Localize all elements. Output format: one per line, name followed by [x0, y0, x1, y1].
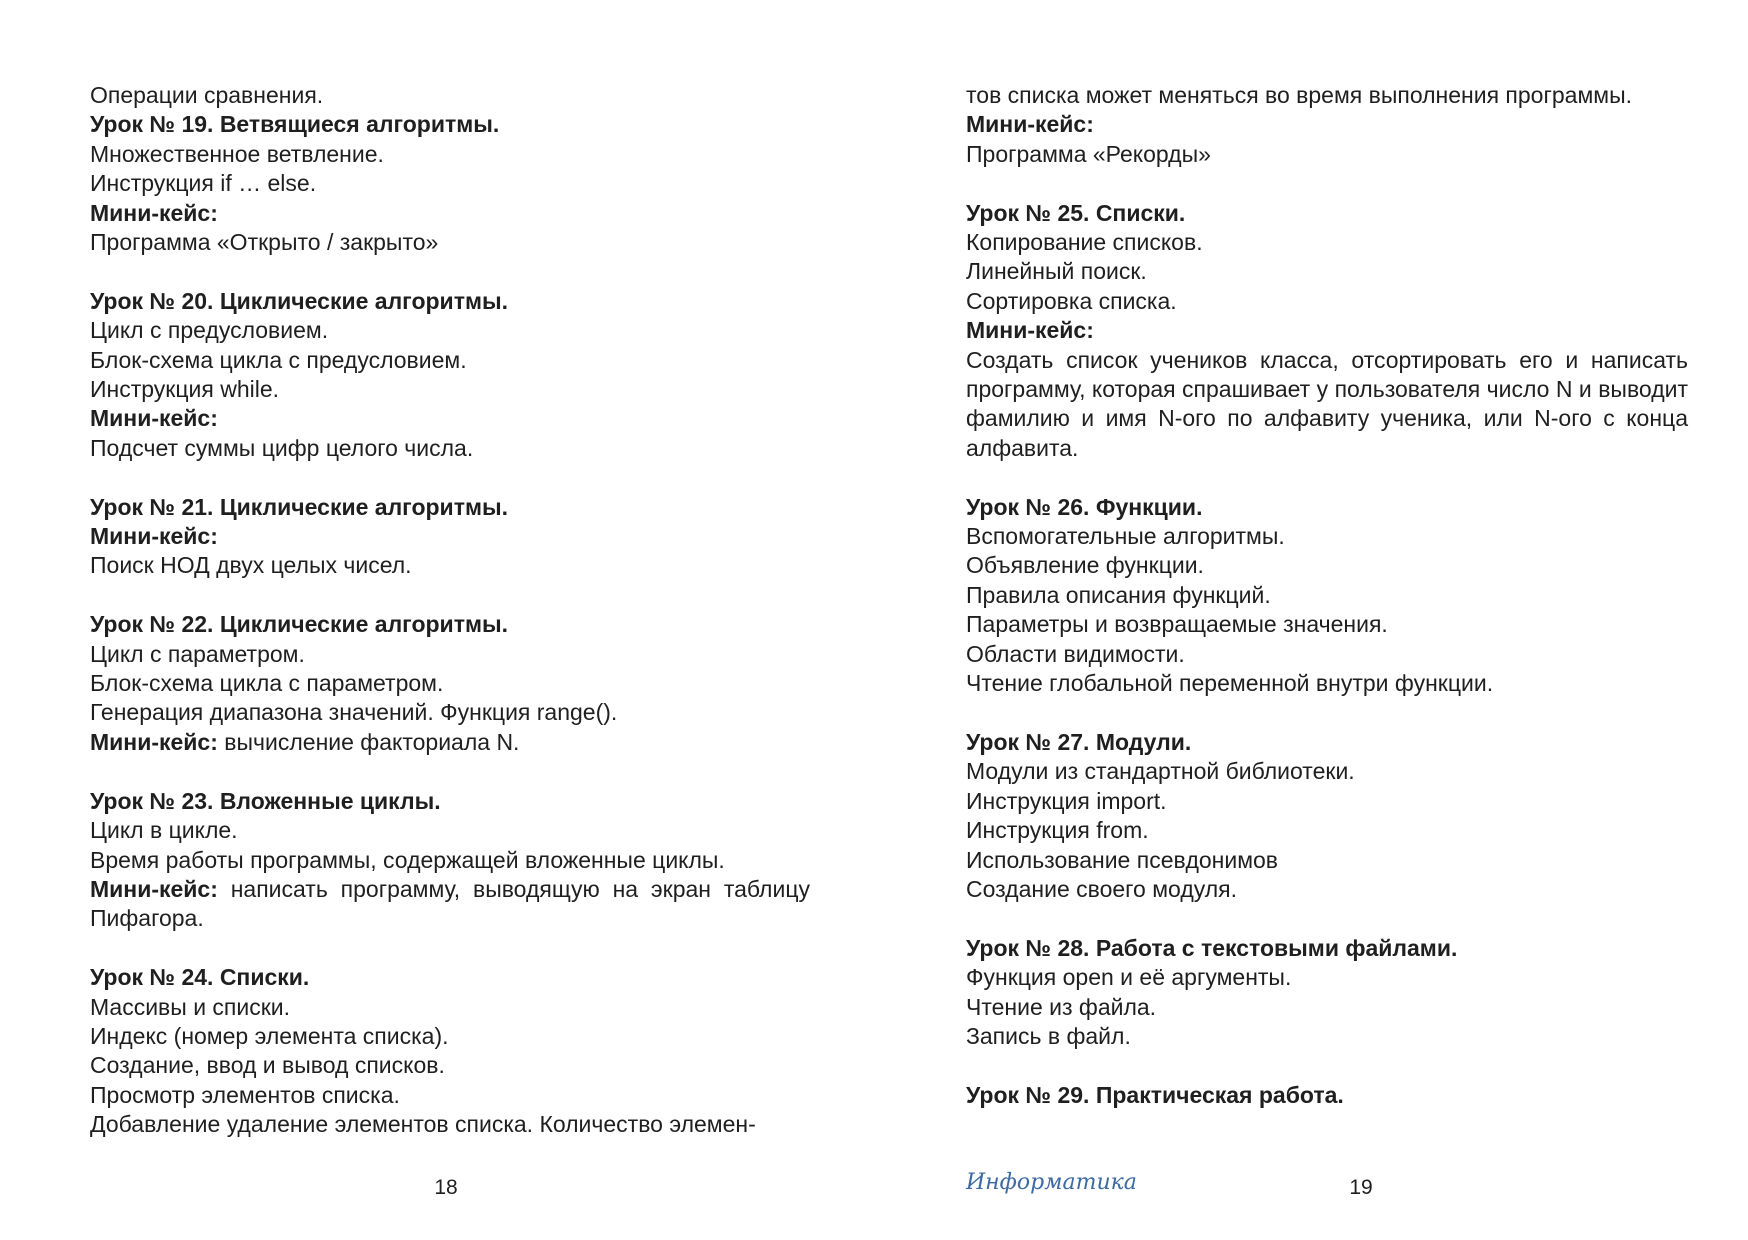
text-line: Создание, ввод и вывод списков.	[90, 1052, 445, 1079]
lesson-27-heading: Урок № 27. Модули.	[966, 728, 1192, 755]
mini-case-text: вычисление факториала N.	[217, 728, 520, 755]
lesson-29-heading: Урок № 29. Практическая работа.	[966, 1081, 1344, 1108]
text-line: Инструкция while.	[90, 376, 280, 403]
text-line: Программа «Рекорды»	[966, 140, 1211, 167]
page-number: 18	[434, 1176, 458, 1199]
spacer	[966, 904, 1688, 933]
text-line: Параметры и возвращаемые значения.	[966, 611, 1388, 638]
text-line: Создание своего модуля.	[966, 875, 1238, 902]
text-line: Инструкция import.	[966, 787, 1167, 814]
lesson-20-heading: Урок № 20. Циклические алгоритмы.	[90, 287, 508, 314]
mini-case-label: Мини-кейс:	[90, 728, 218, 755]
text-line: Копирование списков.	[966, 229, 1203, 256]
lesson-28-heading: Урок № 28. Работа с текстовыми файлами.	[966, 934, 1458, 961]
text-line: Инструкция if … else.	[90, 170, 317, 197]
lesson-19-heading: Урок № 19. Ветвящиеся алгоритмы.	[90, 111, 500, 138]
text-line: Генерация диапазона значений. Функция range().	[90, 699, 618, 726]
page-number: 19	[1349, 1176, 1373, 1199]
text-line: Операции сравнения.	[90, 82, 324, 108]
text-line: Объявление функции.	[966, 552, 1204, 579]
spacer	[966, 463, 1688, 492]
text-line: Блок-схема цикла с параметром.	[90, 670, 444, 697]
spacer	[966, 169, 1688, 198]
spacer	[966, 699, 1688, 728]
spacer	[966, 1051, 1688, 1080]
mini-case-label: Мини-кейс:	[90, 405, 218, 432]
mini-case-label: Мини-кейс:	[966, 317, 1094, 344]
text-line: Чтение из файла.	[966, 993, 1157, 1020]
text-line: Время работы программы, содержащей вложенные циклы.	[90, 846, 725, 873]
lesson-22-heading: Урок № 22. Циклические алгоритмы.	[90, 611, 508, 638]
text-line: Функция open и её аргументы.	[966, 964, 1292, 991]
text-line: Массивы и списки.	[90, 993, 291, 1020]
text-line: Линейный поиск.	[966, 258, 1147, 285]
right-page	[874, 0, 1748, 1240]
text-line: Цикл с параметром.	[90, 640, 305, 667]
mini-case-line	[90, 875, 810, 934]
text-line: Инструкция from.	[966, 817, 1149, 844]
text-line: Блок-схема цикла с предусловием.	[90, 346, 467, 373]
right-page-text	[966, 81, 1688, 1110]
spacer	[90, 463, 810, 492]
mini-case-label: Мини-кейс:	[966, 111, 1094, 138]
text-line: Чтение глобальной переменной внутри функции.	[966, 670, 1494, 697]
mini-case-line	[90, 728, 810, 757]
lesson-24-heading: Урок № 24. Списки.	[90, 964, 310, 991]
text-line: Множественное ветвление.	[90, 140, 384, 167]
text-line: Запись в файл.	[966, 1022, 1131, 1049]
spacer	[90, 934, 810, 963]
text-line: Использование псевдонимов	[966, 846, 1279, 873]
text-line: Программа «Открыто / закрыто»	[90, 229, 439, 256]
text-line: тов списка может меняться во время выполнения программы.	[966, 82, 1632, 108]
text-line: Правила описания функций.	[966, 581, 1271, 608]
mini-case-text: написать программу, выводящую на экран таблицу Пифагора.	[90, 875, 810, 932]
text-line: Просмотр элементов списка.	[90, 1081, 400, 1108]
lesson-23-heading: Урок № 23. Вложенные циклы.	[90, 787, 441, 814]
mini-case-label: Мини-кейс:	[90, 875, 218, 902]
lesson-25-heading: Урок № 25. Списки.	[966, 199, 1186, 226]
text-paragraph: Создать список учеников класса, отсортировать его и написать программу, которая спрашивает у пользователя число N и выводит фамилию и имя N-ого по алфавиту ученика, или N-ого с конца алфавита.	[966, 346, 1688, 461]
subject-title: Информатика	[966, 1170, 1137, 1195]
spacer	[90, 257, 810, 286]
text-line: Вспомогательные алгоритмы.	[966, 523, 1285, 550]
mini-case-label: Мини-кейс:	[90, 199, 218, 226]
text-line: Поиск НОД двух целых чисел.	[90, 552, 412, 579]
text-line: Области видимости.	[966, 640, 1185, 667]
text-line: Индекс (номер элемента списка).	[90, 1022, 449, 1049]
left-page-text	[90, 81, 810, 1140]
text-line: Подсчет суммы цифр целого числа.	[90, 434, 474, 461]
spacer	[90, 757, 810, 786]
lesson-21-heading: Урок № 21. Циклические алгоритмы.	[90, 493, 508, 520]
text-line: Модули из стандартной библиотеки.	[966, 758, 1355, 785]
mini-case-label: Мини-кейс:	[90, 523, 218, 550]
text-line: Сортировка списка.	[966, 287, 1177, 314]
lesson-26-heading: Урок № 26. Функции.	[966, 493, 1203, 520]
text-line: Добавление удаление элементов списка. Количество элемен-	[90, 1111, 756, 1138]
spacer	[90, 581, 810, 610]
text-line: Цикл с предусловием.	[90, 317, 329, 344]
text-line: Цикл в цикле.	[90, 817, 238, 844]
